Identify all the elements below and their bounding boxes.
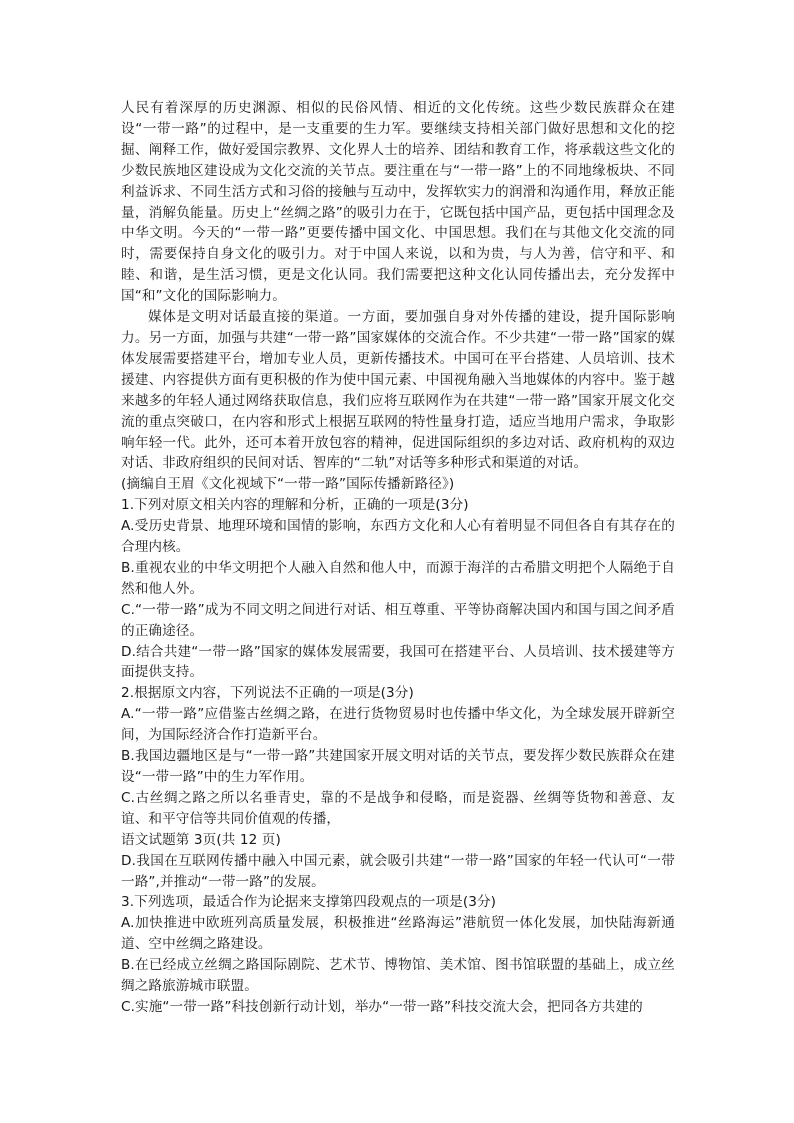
question-2-option-a: A.“一带一路”应借鉴古丝绸之路，在进行货物贸易时也传播中华文化，为全球发展开辟新空间，为国际经济合作打造新平台。	[121, 706, 675, 744]
question-1-option-b: B.重视农业的中华文明把个人融入自然和他人中，而源于海洋的古希腊文明把个人隔绝于自然和他人外。	[121, 559, 675, 597]
question-3-stem: 3.下列选项，最适合作为论据来支撑第四段观点的一项是(3分)	[121, 894, 497, 911]
question-3-option-c: C.实施“一带一路”科技创新行动计划，举办“一带一路”科技交流大会，把同各方共建的	[121, 998, 643, 1015]
question-3-option-a: A.加快推进中欧班列高质量发展，积极推进“丝路海运”港航贸一体化发展，加快陆海新通道、空中丝绸之路建设。	[121, 915, 675, 953]
page-footer: 语文试题第 3页(共 12 页)	[121, 831, 281, 848]
passage-paragraph-2: 媒体是文明对话最直接的渠道。一方面，要加强自身对外传播的建设，提升国际影响力。另一方面，加强与共建“一带一路”国家媒体的交流合作。不少共建“一带一路”国家的媒体发展需要搭建平台，增加专业人员，更新传播技术。中国可在平台搭建、人员培训、技术援建、内容提供方面有更积极的作为使中国元素、中国视角融入当地媒体的内容中。鉴于越来越多的年轻人通过网络获取信息，我们应将互联网作为在共建“一带一路”国家开展文化交流的重点突破口，在内容和形式上根据互联网的特性量身打造，适应当地用户需求，争取影响年轻一代。此外，还可本着开放包容的精神，促进国际组织的多边对话、政府机构的双边对话、非政府组织的民间对话、智库的“二轨”对话等多种形式和渠道的对话。	[121, 309, 675, 472]
question-2-option-b: B.我国边疆地区是与“一带一路”共建国家开展文明对话的关节点，要发挥少数民族群众在建设“一带一路”中的生力军作用。	[121, 748, 675, 785]
question-2-option-c: C.古丝绸之路之所以名垂青史，靠的不是战争和侵略，而是瓷器、丝绸等货物和善意、友谊、和平守信等共同价值观的传播，	[121, 789, 675, 827]
question-2-stem: 2.根据原文内容，下列说法不正确的一项是(3分)	[121, 685, 414, 702]
question-2-option-d: D.我国在互联网传播中融入中国元素，就会吸引共建“一带一路”国家的年轻一代认可“一带一路”,并推动“一带一路”的发展。	[121, 852, 675, 890]
passage-source: (摘编自王眉《文化视域下“一带一路”国际传播新路径》)	[121, 476, 455, 493]
question-3-option-b: B.在已经成立丝绸之路国际剧院、艺术节、博物馆、美术馆、图书馆联盟的基础上，成立丝绸之路旅游城市联盟。	[121, 957, 675, 995]
question-1-option-d: D.结合共建“一带一路”国家的媒体发展需要，我国可在搭建平台、人员培训、技术援建等方面提供支持。	[121, 643, 675, 681]
question-1-option-a: A.受历史背景、地理环境和国情的影响，东西方文化和人心有着明显不同但各自有其存在的合理内核。	[121, 518, 675, 556]
passage-paragraph-1: 人民有着深厚的历史渊源、相似的民俗风情、相近的文化传统。这些少数民族群众在建设“一带一路”的过程中，是一支重要的生力军。要继续支持相关部门做好思想和文化的挖掘、阐释工作，做好爱国宗教界、文化界人士的培养、团结和教育工作，将承载这些文化的少数民族地区建设成为文化交流的关节点。要注重在与“一带一路”上的不同地缘板块、不同利益诉求、不同生活方式和习俗的接触与互动中，发挥软实力的润滑和沟通作用，释放正能量，消解负能量。历史上“丝绸之路”的吸引力在于，它既包括中国产品，更包括中国理念及中华文明。今天的“一带一路”更要传播中国文化、中国思想。我们在与其他文化交流的同时，需要保持自身文化的吸引力。对于中国人来说，以和为贵，与人为善，信守和平、和睦、和谐，是生活习惯，更是文化认同。我们需要把这种文化认同传播出去，充分发挥中国“和”文化的国际影响力。	[121, 100, 675, 305]
document-page	[121, 98, 675, 1018]
question-1-option-c: C.“一带一路”成为不同文明之间进行对话、相互尊重、平等协商解决国内和国与国之间矛盾的正确途径。	[121, 601, 675, 639]
question-1-stem: 1.下列对原文相关内容的理解和分析，正确的一项是(3分)	[121, 497, 469, 514]
